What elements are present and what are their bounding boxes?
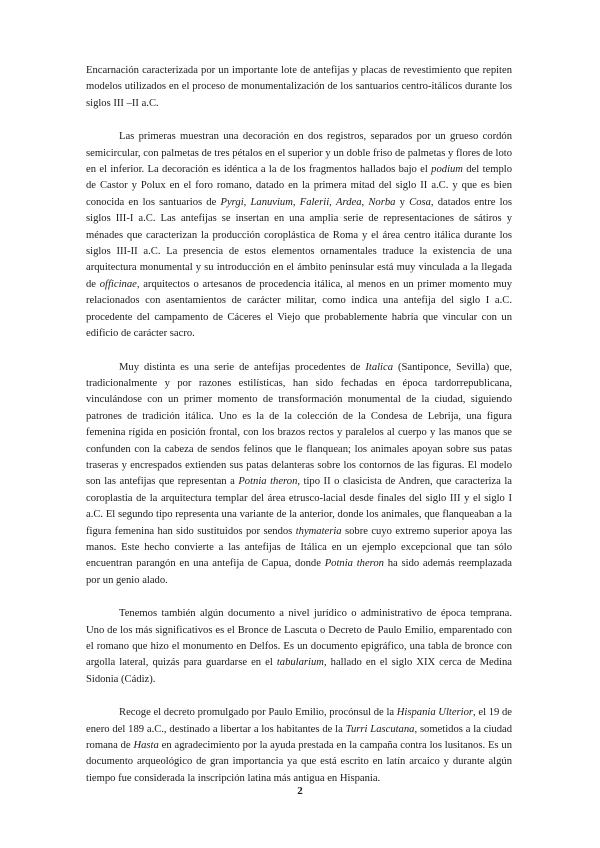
paragraph-text: , arquitectos o artesanos de procedencia itálica, al menos en un primer momento muy relacionados con asentamientos de carácter militar, como indica una antefija del siglo I a.C. procedente del campamento de Cáceres el Viejo que probablemente habría que vincular con un edificio de carácter sacro.: [86, 278, 512, 340]
paragraph-text: en agradecimiento por la ayuda prestada en la campaña contra los lusitanos. Es un documento arqueológico de gran importancia ya que está escrito en latín arcaico y durante algún tiempo fue considerada la inscripción latina más antigua en Hispania.: [86, 740, 513, 784]
paragraph-4: [86, 606, 512, 688]
paragraph-text: , el 19 de enero del 189 a.C., destinado a libertar a los habitantes de la: [86, 707, 512, 735]
italic-term: Potnia theron: [324, 558, 384, 570]
paragraph-text: (Santiponce, Sevilla) que, tradicionalmente y por razones estilísticas, han sido fechadas en época tardorrepublicana, vinculándose con un primer momento de transformación monumental de la ciudad, siguiendo patrones de tradición itálica. Uno es la de la colección de la Condesa de Lebrija, una figura femenina rígida en posición frontal, con los brazos rectos y paralelos al cuerpo y las manos que se confunden con la cabeza de sendos felinos que le flanquean; los animales apoyan sobre sus patas traseras y encrespados extienden sus patas delanteras sobre los contornos de las figuras. El modelo son las antefijas que representan a: [86, 361, 512, 488]
paragraph-text: sobre cuyo extremo superior apoya las manos. Este hecho convierte a las antefijas de Itálica en un ejemplo excepcional que tan sólo encuentran parangón en una antefija de Capua, donde: [86, 525, 512, 570]
italic-term: officinae: [99, 278, 137, 290]
italic-term: Turri Lascutana: [345, 723, 415, 735]
paragraph-text: , hallado en el siglo XIX cerca de Medina Sidonia (Cádiz).: [86, 657, 512, 685]
italic-term: Lanuvium: [250, 196, 293, 208]
paragraph-text: Muy distinta es una serie de antefijas procedentes de: [119, 361, 366, 373]
italic-term: podium: [431, 164, 463, 176]
paragraph-1: [86, 63, 512, 112]
italic-term: tabularium: [276, 657, 324, 669]
italic-term: Falerii: [299, 196, 330, 208]
page-number: 2: [297, 785, 303, 797]
paragraph-text: ,: [329, 196, 336, 208]
italic-term: Italica: [365, 361, 393, 373]
italic-term: Hasta: [133, 740, 159, 752]
italic-term: thymateria: [295, 525, 342, 537]
paragraph-text: Tenemos también algún documento a nivel jurídico o administrativo de época temprana. Uno de los más significativos es el Bronce de Lascuta o Decreto de Paulo Emilio, emparentado con el romano que hizo el monumento en Delfos. Es un documento epigráfico, una tabla de bronce con argolla lateral, quizás para guardarse en el: [86, 608, 512, 669]
paragraph-5: [86, 705, 512, 787]
paragraph-text: Recoge el decreto promulgado por Paulo Emilio, procónsul de la: [119, 707, 397, 719]
paragraph-text: , sometidos a la ciudad romana de: [86, 723, 512, 752]
italic-term: Norba: [368, 196, 396, 208]
paragraph-text: Las primeras muestran una decoración en dos registros, separados por un grueso cordón semicircular, con palmetas de tres pétalos en el superior y un doble friso de palmetas y flores de loto en el inferior. La decoración es idéntica a la de los fragmentos hallados bajo el: [86, 131, 512, 176]
paragraph-text: , tipo II o clasicista de Andren, que caracteriza la coroplastia de la arquitectura templar del área etrusco-lacial desde finales del siglo III y el siglo I a.C. El segundo tipo representa una variante de la anterior, donde los animales, que flanqueaban a la figura femenina han sido sustituidos por sendos: [86, 476, 513, 537]
paragraph-text: ,: [361, 196, 369, 208]
italic-term: Potnia theron: [238, 476, 298, 488]
paragraph-text: , datados entre los siglos III-I a.C. Las antefijas se insertan en una amplia serie de representaciones de sátiros y ménades que caracterizan la producción coroplástica de Roma y el área centro itálica durante los siglos III-II a.C. La presencia de estos elementos ornamentales traduce la existencia de una arquitectura monumental y su introducción en el ámbito peninsular está muy vinculada a la llegada de: [86, 196, 513, 290]
italic-term: Hispania Ulterior: [396, 707, 474, 719]
paragraph-text: ,: [243, 196, 251, 208]
paragraph-3: [86, 360, 512, 590]
paragraph-text: ha sido además reemplazada por un genio alado.: [86, 558, 512, 586]
paragraph-text: del templo de Castor y Polux en el foro romano, datado en la primera mitad del siglo II a.C. y que es bien conocida en los santuarios de: [86, 164, 513, 208]
paragraph-text: y: [395, 196, 410, 208]
italic-term: Ardea: [336, 196, 362, 208]
paragraph-text: Encarnación caracterizada por un importante lote de antefijas y placas de revestimiento que repiten modelos utilizados en el proceso de monumentalización de los santuarios centro-itálicos durante los siglos III –II a.C.: [86, 65, 512, 109]
paragraph-2: [86, 129, 512, 342]
italic-term: Cosa: [409, 196, 431, 208]
paragraph-text: ,: [292, 196, 300, 208]
body-text: [86, 63, 512, 787]
italic-term: Pyrgi: [220, 196, 244, 208]
